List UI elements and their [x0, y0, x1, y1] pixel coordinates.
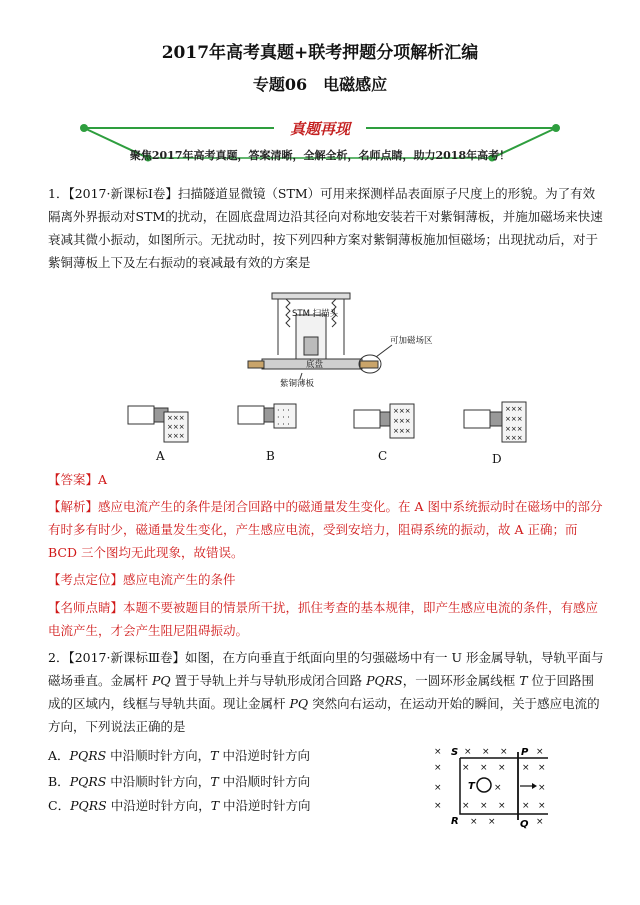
svg-text:×××: ×××: [167, 414, 185, 422]
svg-text:×: ×: [500, 747, 508, 757]
svg-text:×××: ×××: [505, 415, 523, 423]
point-text: 【考点定位】感应电流产生的条件: [48, 572, 236, 587]
label-s: S: [451, 747, 459, 758]
q2-option-c: C．PQRS 中沿逆时针方向，T 中沿逆时针方向: [48, 798, 311, 813]
plate-label: 紫铜薄板: [280, 379, 315, 389]
svg-text:×××: ×××: [167, 432, 185, 440]
option-a-figure: [128, 406, 188, 442]
question-1-text: 1．【2017·新课标Ⅰ卷】扫描隧道显微镜（STM）可用来探测样品表面原子尺度上的形貌。为了有效隔离外界振动对STM的扰动，在圆底盘周边沿其径向对称地安装若干对紫铜薄板，并施加磁场来快速衰减其微小振动，如图所示。无扰动时，按下列四种方案对紫铜薄板施加恒磁场；出现扰动后，对于紫铜薄板上下及左右振动的衰减最有效的方案是: [48, 186, 603, 270]
svg-text:×: ×: [462, 763, 470, 773]
svg-text:×: ×: [538, 763, 546, 773]
svg-text:×××: ×××: [393, 417, 411, 425]
label-q: Q: [520, 819, 529, 830]
svg-text:×: ×: [434, 747, 442, 757]
option-d-label: D: [492, 452, 502, 466]
ring-t: [477, 778, 491, 792]
svg-text:×: ×: [462, 801, 470, 811]
option-c-label: C: [378, 449, 388, 463]
question-2-text: 2．【2017·新课标Ⅲ卷】如图，在方向垂直于纸面向里的匀强磁场中有一 U 形金属导轨，导轨平面与磁场垂直。金属杆 PQ 置于导轨上并与导轨形成闭合回路 PQRS，一圆环形金属线框 T 位于回路围成的区域内，线框与导轨共面。现让金属杆 PQ 突然向右运动，在运动开始的瞬间，关于感应电流的方向，下列说法正确的是: [48, 650, 604, 734]
page-title: 2017年高考真题+联考押题分项解析汇编: [161, 43, 479, 63]
svg-text:×××: ×××: [167, 423, 185, 431]
svg-text:×: ×: [434, 801, 442, 811]
svg-text:×: ×: [480, 763, 488, 773]
svg-text:×××: ×××: [393, 427, 411, 435]
stm-head-label: STM 扫描头: [292, 309, 339, 319]
comment-text: 【名师点睛】本题不要被题目的情景所干扰，抓住考查的基本规律，即产生感应电流的条件，有感应电流产生，才会产生阻尼阻碍振动。: [48, 600, 599, 638]
q2-option-b: B．PQRS 中沿顺时针方向，T 中沿顺时针方向: [48, 774, 311, 789]
option-c-figure: [354, 404, 414, 438]
svg-text:· · ·: · · ·: [277, 420, 290, 429]
svg-text:· · ·: · · ·: [277, 406, 290, 415]
svg-text:×: ×: [464, 747, 472, 757]
svg-text:×: ×: [498, 763, 506, 773]
svg-text:×××: ×××: [505, 405, 523, 413]
svg-text:×: ×: [522, 801, 530, 811]
svg-text:×: ×: [494, 783, 502, 793]
svg-text:×: ×: [434, 783, 442, 793]
option-a-label: A: [156, 449, 165, 463]
svg-text:×: ×: [470, 817, 478, 827]
svg-text:×: ×: [538, 801, 546, 811]
svg-text:×: ×: [536, 747, 544, 757]
svg-text:×: ×: [480, 801, 488, 811]
field-crosses: [434, 747, 546, 827]
answer-text: 【答案】A: [48, 472, 108, 487]
banner-dot-right: [552, 124, 560, 132]
svg-text:×××: ×××: [393, 407, 411, 415]
banner-dot-left: [80, 124, 88, 132]
label-t: T: [468, 781, 475, 792]
svg-text:×: ×: [536, 817, 544, 827]
svg-text:×: ×: [488, 817, 496, 827]
page-subtitle: 专题06 电磁感应: [252, 75, 388, 94]
analysis-text: 【解析】感应电流产生的条件是闭合回路中的磁通量发生变化。在 A 图中系统振动时在磁场中的部分有时多有时少，磁通量发生变化，产生感应电流，受到安培力，阻碍系统的振动，故 A 正确；而 BCD 三个图均无此现象，故错误。: [48, 499, 603, 560]
q2-option-a: A．PQRS 中沿顺时针方向，T 中沿逆时针方向: [48, 748, 310, 763]
banner-caption: 聚焦2017年高考真题，答案清晰，全解全析，名师点睛，助力2018年高考！: [129, 149, 511, 162]
svg-text:×××: ×××: [505, 425, 523, 433]
banner-label: 真题再现: [289, 120, 351, 138]
field-region-label: 可加磁场区: [390, 336, 433, 346]
base-label: 底盘: [306, 360, 324, 370]
stm-figure: [240, 285, 433, 389]
svg-text:×: ×: [522, 763, 530, 773]
svg-text:×××: ×××: [505, 434, 523, 442]
svg-text:· · ·: · · ·: [277, 413, 290, 422]
svg-text:×: ×: [498, 801, 506, 811]
label-p: P: [521, 747, 529, 758]
svg-text:×: ×: [434, 763, 442, 773]
option-b-figure: [238, 404, 296, 429]
rail-figure: [432, 742, 554, 828]
option-d-figure: [464, 402, 526, 442]
q1-option-figures: [128, 398, 528, 470]
option-b-label: B: [266, 449, 275, 463]
label-r: R: [451, 816, 459, 827]
svg-text:×: ×: [538, 783, 546, 793]
svg-text:×: ×: [482, 747, 490, 757]
